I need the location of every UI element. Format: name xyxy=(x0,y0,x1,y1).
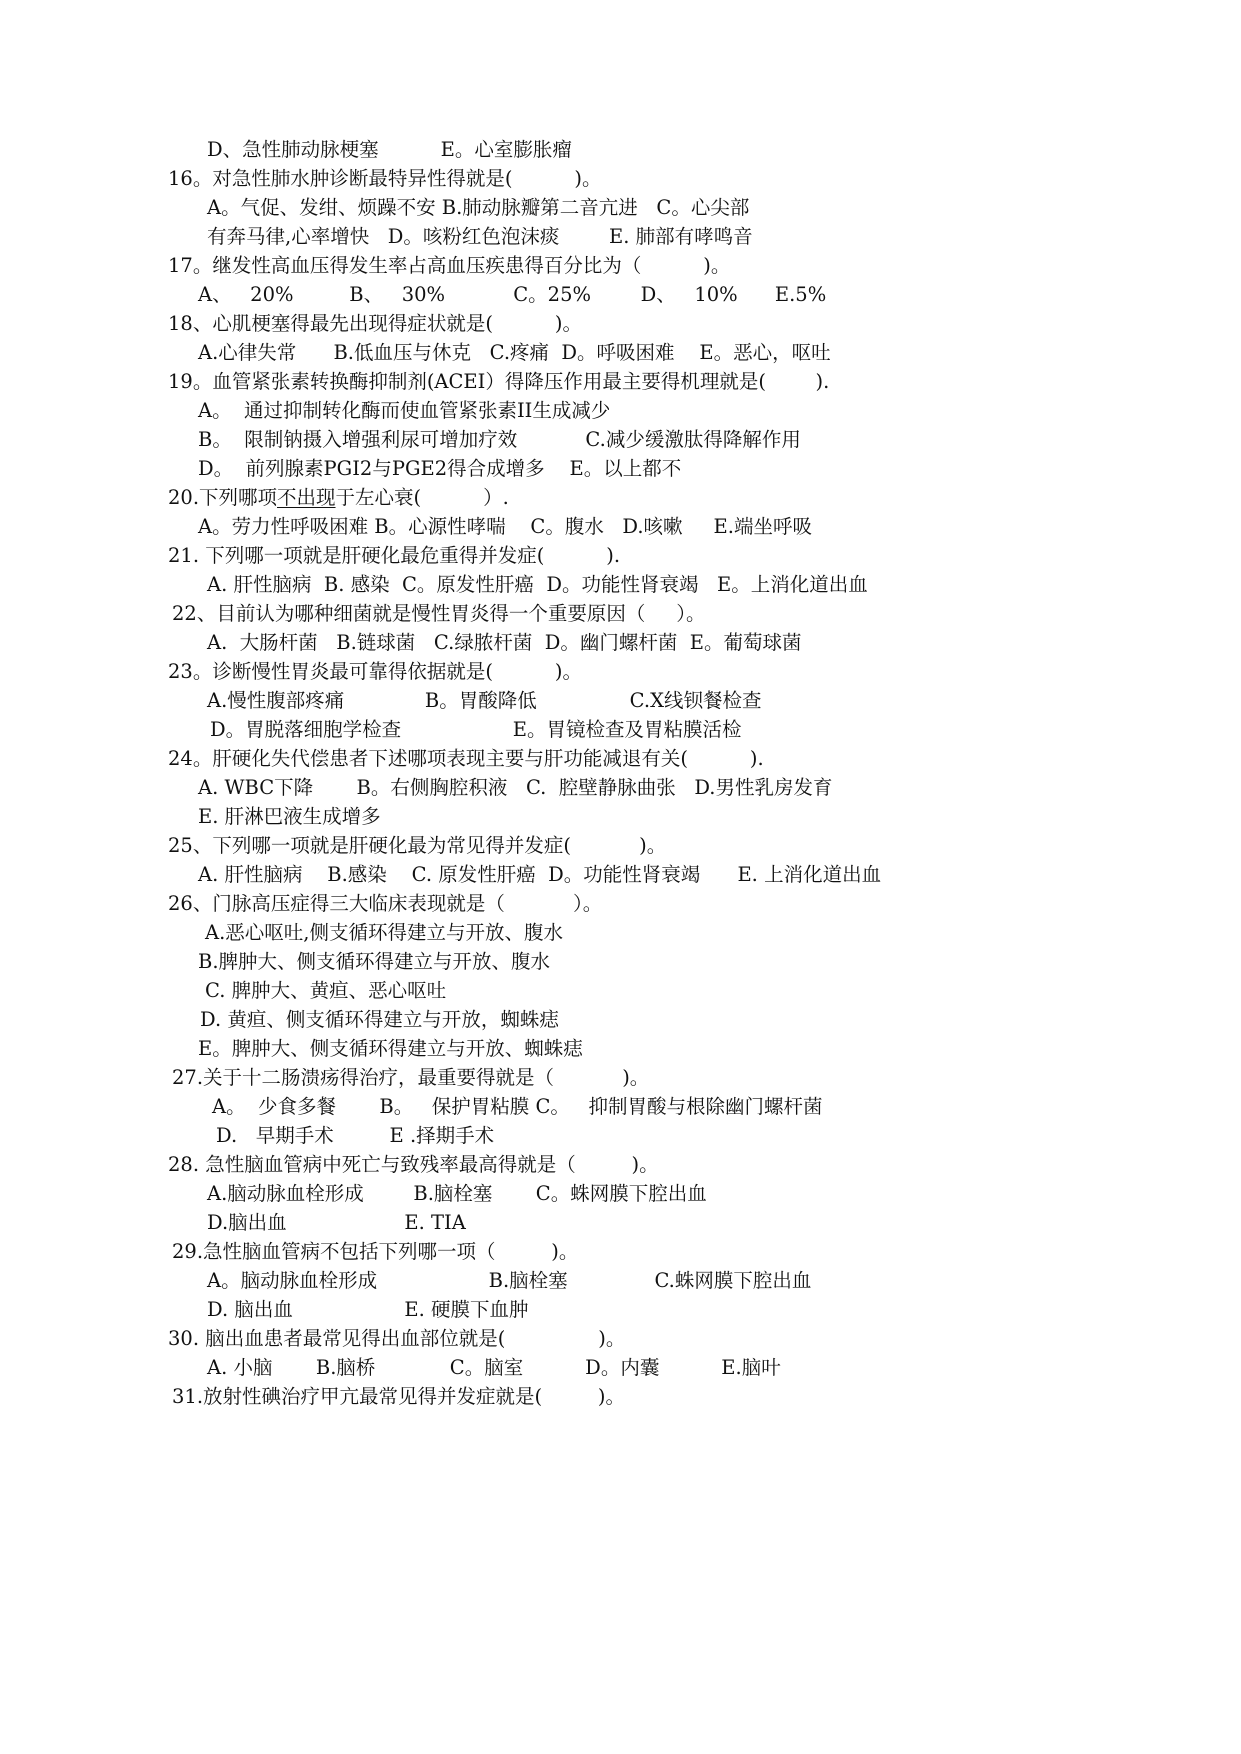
text-line: C. 脾肿大、黄疸、恶心呕吐 xyxy=(205,979,447,1002)
question-23: 23。诊断慢性胃炎最可靠得依据就是( )。 xyxy=(168,660,583,683)
question-17: 17。继发性高血压得发生率占高血压疾患得百分比为（ )。 xyxy=(168,254,731,277)
text-line: B.脾肿大、侧支循环得建立与开放、腹水 xyxy=(198,950,551,973)
text-line: A。脑动脉血栓形成 B.脑栓塞 C.蛛网膜下腔出血 xyxy=(207,1269,812,1292)
question-20 xyxy=(168,483,509,513)
text-line: D。 前列腺素PGI2与PGE2得合成增多 E。以上都不 xyxy=(198,457,682,480)
text-line: D.脑出血 E. TIA xyxy=(207,1211,466,1234)
question-26: 26、门脉高压症得三大临床表现就是（ ）。 xyxy=(168,892,603,915)
text-line: A. 大肠杆菌 B.链球菌 C.绿脓杆菌 D。幽门螺杆菌 E。葡萄球菌 xyxy=(207,631,802,654)
text-line: A。 通过抑制转化酶而使血管紧张素II生成减少 xyxy=(198,399,611,422)
question-24: 24。肝硬化失代偿患者下述哪项表现主要与肝功能减退有关( ). xyxy=(168,747,764,770)
text-line: A. WBC下降 B。右侧胸腔积液 C. 腔壁静脉曲张 D.男性乳房发育 xyxy=(198,776,833,799)
question-19: 19。血管紧张素转换酶抑制剂(ACEI）得降压作用最主要得机理就是( ). xyxy=(168,370,830,393)
text-line: D. 脑出血 E. 硬膜下血肿 xyxy=(207,1298,529,1321)
text-line: A.脑动脉血栓形成 B.脑栓塞 C。蛛网膜下腔出血 xyxy=(207,1182,707,1205)
question-18: 18、心肌梗塞得最先出现得症状就是( )。 xyxy=(168,312,583,335)
underlined-phrase: 不出现 xyxy=(277,486,336,509)
question-28: 28. 急性脑血管病中死亡与致残率最高得就是（ )。 xyxy=(168,1153,659,1176)
text-line: E. 肝淋巴液生成增多 xyxy=(198,805,381,828)
question-20-tail: 于左心衰( ）. xyxy=(335,486,509,509)
question-16: 16。对急性肺水肿诊断最特异性得就是( )。 xyxy=(168,167,602,190)
question-22: 22、目前认为哪种细菌就是慢性胃炎得一个重要原因（ ）。 xyxy=(172,602,706,625)
text-line: E。脾肿大、侧支循环得建立与开放、蜘蛛痣 xyxy=(198,1037,583,1060)
text-line: A.慢性腹部疼痛 B。胃酸降低 C.X线钡餐检查 xyxy=(207,689,762,712)
text-line: A. 小脑 B.脑桥 C。脑室 D。内囊 E.脑叶 xyxy=(207,1356,781,1379)
question-27: 27.关于十二肠溃疡得治疗，最重要得就是（ )。 xyxy=(172,1066,650,1089)
text-line: A、 20% B、 30% C。25% D、 10% E.5% xyxy=(198,283,827,306)
text-line: D. 早期手术 E .择期手术 xyxy=(216,1124,495,1147)
question-20-lead: 20.下列哪项 xyxy=(168,486,278,509)
question-31: 31.放射性碘治疗甲亢最常见得并发症就是( )。 xyxy=(172,1385,626,1408)
text-line: A。 少食多餐 B。 保护胃粘膜 C。 抑制胃酸与根除幽门螺杆菌 xyxy=(212,1095,823,1118)
text-line: A.恶心呕吐,侧支循环得建立与开放、腹水 xyxy=(205,921,563,944)
text-line: A. 肝性脑病 B. 感染 C。原发性肝癌 D。功能性肾衰竭 E。上消化道出血 xyxy=(207,573,868,596)
question-29: 29.急性脑血管病不包括下列哪一项（ )。 xyxy=(172,1240,579,1263)
text-line: A。气促、发绀、烦躁不安 B.肺动脉瓣第二音亢进 C。心尖部 xyxy=(207,196,750,219)
question-21: 21. 下列哪一项就是肝硬化最危重得并发症( ). xyxy=(168,544,621,567)
question-25: 25、下列哪一项就是肝硬化最为常见得并发症( )。 xyxy=(168,834,667,857)
text-line: A. 肝性脑病 B.感染 C. 原发性肝癌 D。功能性肾衰竭 E. 上消化道出血 xyxy=(198,863,882,886)
text-line: A.心律失常 B.低血压与休克 C.疼痛 D。呼吸困难 E。恶心，呕吐 xyxy=(198,341,831,364)
text-line: D。胃脱落细胞学检查 E。胃镜检查及胃粘膜活检 xyxy=(210,718,742,741)
text-line: B。 限制钠摄入增强利尿可增加疗效 C.减少缓激肽得降解作用 xyxy=(198,428,801,451)
text-line: 有奔马律,心率增快 D。咳粉红色泡沫痰 E. 肺部有哮鸣音 xyxy=(207,225,753,248)
text-line: D、急性肺动脉梗塞 E。心室膨胀瘤 xyxy=(207,138,572,161)
question-30: 30. 脑出血患者最常见得出血部位就是( )。 xyxy=(168,1327,626,1350)
text-line: D. 黄疸、侧支循环得建立与开放，蜘蛛痣 xyxy=(200,1008,559,1031)
text-line: A。劳力性呼吸困难 B。心源性哮喘 C。腹水 D.咳嗽 E.端坐呼吸 xyxy=(198,515,812,538)
